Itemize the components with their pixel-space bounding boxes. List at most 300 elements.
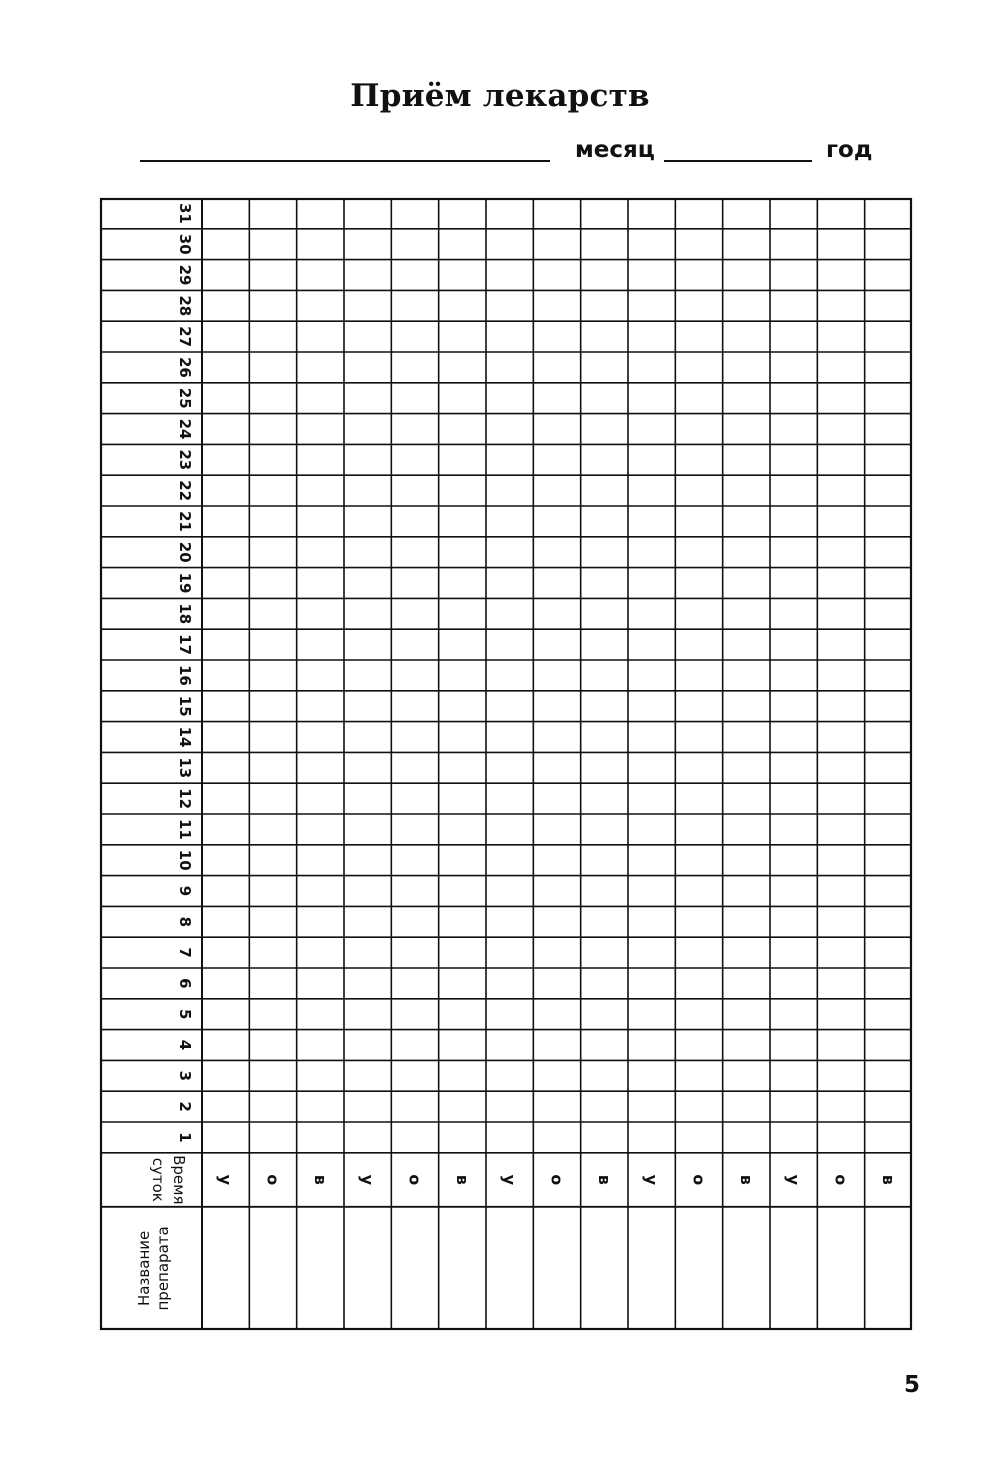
dose-cell[interactable] <box>344 937 391 968</box>
dose-cell[interactable] <box>391 752 438 783</box>
drug-name-cell[interactable] <box>202 1207 249 1330</box>
dose-cell[interactable] <box>297 937 344 968</box>
dose-cell[interactable] <box>817 876 864 907</box>
dose-cell[interactable] <box>439 660 486 691</box>
dose-cell[interactable] <box>770 814 817 845</box>
dose-cell[interactable] <box>723 814 770 845</box>
dose-cell[interactable] <box>628 722 675 753</box>
dose-cell[interactable] <box>770 783 817 814</box>
dose-cell[interactable] <box>817 783 864 814</box>
dose-cell[interactable] <box>202 629 249 660</box>
drug-name-cell[interactable] <box>344 1207 391 1330</box>
dose-cell[interactable] <box>486 444 533 475</box>
dose-cell[interactable] <box>581 506 628 537</box>
dose-cell[interactable] <box>723 229 770 260</box>
dose-cell[interactable] <box>533 814 580 845</box>
dose-cell[interactable] <box>723 876 770 907</box>
dose-cell[interactable] <box>817 1060 864 1091</box>
dose-cell[interactable] <box>344 845 391 876</box>
dose-cell[interactable] <box>486 383 533 414</box>
drug-name-cell[interactable] <box>770 1207 817 1330</box>
dose-cell[interactable] <box>865 660 912 691</box>
dose-cell[interactable] <box>770 321 817 352</box>
dose-cell[interactable] <box>297 1030 344 1061</box>
dose-cell[interactable] <box>675 629 722 660</box>
dose-cell[interactable] <box>297 783 344 814</box>
dose-cell[interactable] <box>344 999 391 1030</box>
dose-cell[interactable] <box>817 352 864 383</box>
dose-cell[interactable] <box>486 660 533 691</box>
dose-cell[interactable] <box>391 537 438 568</box>
dose-cell[interactable] <box>628 906 675 937</box>
dose-cell[interactable] <box>817 229 864 260</box>
dose-cell[interactable] <box>249 383 296 414</box>
dose-cell[interactable] <box>865 414 912 445</box>
dose-cell[interactable] <box>297 660 344 691</box>
dose-cell[interactable] <box>628 198 675 229</box>
dose-cell[interactable] <box>297 352 344 383</box>
dose-cell[interactable] <box>817 814 864 845</box>
dose-cell[interactable] <box>533 660 580 691</box>
dose-cell[interactable] <box>486 1030 533 1061</box>
dose-cell[interactable] <box>533 537 580 568</box>
dose-cell[interactable] <box>675 876 722 907</box>
dose-cell[interactable] <box>344 752 391 783</box>
dose-cell[interactable] <box>533 290 580 321</box>
dose-cell[interactable] <box>628 752 675 783</box>
dose-cell[interactable] <box>770 845 817 876</box>
dose-cell[interactable] <box>439 260 486 291</box>
dose-cell[interactable] <box>391 722 438 753</box>
dose-cell[interactable] <box>865 722 912 753</box>
dose-cell[interactable] <box>581 444 628 475</box>
dose-cell[interactable] <box>770 229 817 260</box>
dose-cell[interactable] <box>202 845 249 876</box>
dose-cell[interactable] <box>817 537 864 568</box>
dose-cell[interactable] <box>344 722 391 753</box>
dose-cell[interactable] <box>770 629 817 660</box>
dose-cell[interactable] <box>533 845 580 876</box>
dose-cell[interactable] <box>486 906 533 937</box>
dose-cell[interactable] <box>723 660 770 691</box>
dose-cell[interactable] <box>581 475 628 506</box>
dose-cell[interactable] <box>249 999 296 1030</box>
dose-cell[interactable] <box>817 1122 864 1153</box>
dose-cell[interactable] <box>817 321 864 352</box>
dose-cell[interactable] <box>344 814 391 845</box>
drug-name-cell[interactable] <box>391 1207 438 1330</box>
drug-name-cell[interactable] <box>486 1207 533 1330</box>
dose-cell[interactable] <box>202 968 249 999</box>
dose-cell[interactable] <box>344 629 391 660</box>
dose-cell[interactable] <box>202 290 249 321</box>
drug-name-cell[interactable] <box>439 1207 486 1330</box>
dose-cell[interactable] <box>770 937 817 968</box>
dose-cell[interactable] <box>817 999 864 1030</box>
dose-cell[interactable] <box>675 568 722 599</box>
drug-name-cell[interactable] <box>865 1207 912 1330</box>
dose-cell[interactable] <box>723 444 770 475</box>
dose-cell[interactable] <box>675 506 722 537</box>
dose-cell[interactable] <box>675 475 722 506</box>
dose-cell[interactable] <box>533 383 580 414</box>
dose-cell[interactable] <box>202 537 249 568</box>
dose-cell[interactable] <box>439 1060 486 1091</box>
dose-cell[interactable] <box>865 691 912 722</box>
dose-cell[interactable] <box>439 814 486 845</box>
dose-cell[interactable] <box>297 506 344 537</box>
dose-cell[interactable] <box>344 414 391 445</box>
dose-cell[interactable] <box>344 691 391 722</box>
dose-cell[interactable] <box>865 321 912 352</box>
dose-cell[interactable] <box>628 260 675 291</box>
dose-cell[interactable] <box>297 475 344 506</box>
dose-cell[interactable] <box>817 198 864 229</box>
dose-cell[interactable] <box>628 290 675 321</box>
dose-cell[interactable] <box>391 937 438 968</box>
dose-cell[interactable] <box>581 321 628 352</box>
dose-cell[interactable] <box>439 691 486 722</box>
dose-cell[interactable] <box>202 260 249 291</box>
dose-cell[interactable] <box>486 506 533 537</box>
dose-cell[interactable] <box>533 722 580 753</box>
dose-cell[interactable] <box>249 444 296 475</box>
dose-cell[interactable] <box>723 1060 770 1091</box>
dose-cell[interactable] <box>249 906 296 937</box>
dose-cell[interactable] <box>202 876 249 907</box>
dose-cell[interactable] <box>533 691 580 722</box>
dose-cell[interactable] <box>486 722 533 753</box>
dose-cell[interactable] <box>297 722 344 753</box>
dose-cell[interactable] <box>249 568 296 599</box>
dose-cell[interactable] <box>486 845 533 876</box>
dose-cell[interactable] <box>249 260 296 291</box>
dose-cell[interactable] <box>202 814 249 845</box>
dose-cell[interactable] <box>344 660 391 691</box>
dose-cell[interactable] <box>202 722 249 753</box>
dose-cell[interactable] <box>344 229 391 260</box>
dose-cell[interactable] <box>628 321 675 352</box>
dose-cell[interactable] <box>439 1030 486 1061</box>
dose-cell[interactable] <box>486 229 533 260</box>
dose-cell[interactable] <box>344 783 391 814</box>
dose-cell[interactable] <box>486 598 533 629</box>
dose-cell[interactable] <box>391 845 438 876</box>
dose-cell[interactable] <box>723 1030 770 1061</box>
dose-cell[interactable] <box>533 783 580 814</box>
dose-cell[interactable] <box>344 1060 391 1091</box>
dose-cell[interactable] <box>297 568 344 599</box>
dose-cell[interactable] <box>865 260 912 291</box>
dose-cell[interactable] <box>723 783 770 814</box>
dose-cell[interactable] <box>581 906 628 937</box>
dose-cell[interactable] <box>628 352 675 383</box>
dose-cell[interactable] <box>628 383 675 414</box>
dose-cell[interactable] <box>533 568 580 599</box>
dose-cell[interactable] <box>533 414 580 445</box>
dose-cell[interactable] <box>344 1030 391 1061</box>
dose-cell[interactable] <box>249 290 296 321</box>
dose-cell[interactable] <box>297 1091 344 1122</box>
dose-cell[interactable] <box>439 290 486 321</box>
dose-cell[interactable] <box>628 1122 675 1153</box>
dose-cell[interactable] <box>865 629 912 660</box>
dose-cell[interactable] <box>344 506 391 537</box>
dose-cell[interactable] <box>675 937 722 968</box>
dose-cell[interactable] <box>817 444 864 475</box>
dose-cell[interactable] <box>533 475 580 506</box>
dose-cell[interactable] <box>628 475 675 506</box>
dose-cell[interactable] <box>391 691 438 722</box>
dose-cell[interactable] <box>817 506 864 537</box>
dose-cell[interactable] <box>628 444 675 475</box>
dose-cell[interactable] <box>202 598 249 629</box>
dose-cell[interactable] <box>770 352 817 383</box>
dose-cell[interactable] <box>581 229 628 260</box>
dose-cell[interactable] <box>486 198 533 229</box>
dose-cell[interactable] <box>297 444 344 475</box>
dose-cell[interactable] <box>817 691 864 722</box>
dose-cell[interactable] <box>865 845 912 876</box>
dose-cell[interactable] <box>723 352 770 383</box>
dose-cell[interactable] <box>439 783 486 814</box>
dose-cell[interactable] <box>249 629 296 660</box>
dose-cell[interactable] <box>391 352 438 383</box>
dose-cell[interactable] <box>249 198 296 229</box>
dose-cell[interactable] <box>723 260 770 291</box>
dose-cell[interactable] <box>249 229 296 260</box>
dose-cell[interactable] <box>723 198 770 229</box>
dose-cell[interactable] <box>202 660 249 691</box>
dose-cell[interactable] <box>865 444 912 475</box>
dose-cell[interactable] <box>486 352 533 383</box>
dose-cell[interactable] <box>391 475 438 506</box>
dose-cell[interactable] <box>486 783 533 814</box>
dose-cell[interactable] <box>202 691 249 722</box>
dose-cell[interactable] <box>817 660 864 691</box>
drug-name-cell[interactable] <box>297 1207 344 1330</box>
dose-cell[interactable] <box>723 568 770 599</box>
dose-cell[interactable] <box>249 660 296 691</box>
dose-cell[interactable] <box>675 752 722 783</box>
dose-cell[interactable] <box>723 1091 770 1122</box>
dose-cell[interactable] <box>770 568 817 599</box>
dose-cell[interactable] <box>249 752 296 783</box>
dose-cell[interactable] <box>581 814 628 845</box>
dose-cell[interactable] <box>439 722 486 753</box>
drug-name-cell[interactable] <box>675 1207 722 1330</box>
dose-cell[interactable] <box>533 968 580 999</box>
dose-cell[interactable] <box>628 1060 675 1091</box>
dose-cell[interactable] <box>675 691 722 722</box>
dose-cell[interactable] <box>439 352 486 383</box>
dose-cell[interactable] <box>297 906 344 937</box>
dose-cell[interactable] <box>533 937 580 968</box>
dose-cell[interactable] <box>770 722 817 753</box>
dose-cell[interactable] <box>865 937 912 968</box>
dose-cell[interactable] <box>581 568 628 599</box>
dose-cell[interactable] <box>770 598 817 629</box>
dose-cell[interactable] <box>865 1060 912 1091</box>
dose-cell[interactable] <box>391 999 438 1030</box>
dose-cell[interactable] <box>344 321 391 352</box>
dose-cell[interactable] <box>628 783 675 814</box>
dose-cell[interactable] <box>628 968 675 999</box>
dose-cell[interactable] <box>486 475 533 506</box>
dose-cell[interactable] <box>865 568 912 599</box>
dose-cell[interactable] <box>297 845 344 876</box>
dose-cell[interactable] <box>723 475 770 506</box>
dose-cell[interactable] <box>533 876 580 907</box>
dose-cell[interactable] <box>581 198 628 229</box>
dose-cell[interactable] <box>628 506 675 537</box>
dose-cell[interactable] <box>391 598 438 629</box>
dose-cell[interactable] <box>675 229 722 260</box>
dose-cell[interactable] <box>486 1091 533 1122</box>
dose-cell[interactable] <box>770 999 817 1030</box>
dose-cell[interactable] <box>202 999 249 1030</box>
dose-cell[interactable] <box>297 260 344 291</box>
dose-cell[interactable] <box>439 568 486 599</box>
dose-cell[interactable] <box>770 537 817 568</box>
dose-cell[interactable] <box>723 1122 770 1153</box>
dose-cell[interactable] <box>723 537 770 568</box>
dose-cell[interactable] <box>344 260 391 291</box>
dose-cell[interactable] <box>533 229 580 260</box>
dose-cell[interactable] <box>817 290 864 321</box>
dose-cell[interactable] <box>486 1060 533 1091</box>
dose-cell[interactable] <box>581 691 628 722</box>
dose-cell[interactable] <box>723 968 770 999</box>
dose-cell[interactable] <box>533 1091 580 1122</box>
dose-cell[interactable] <box>865 290 912 321</box>
dose-cell[interactable] <box>770 1030 817 1061</box>
dose-cell[interactable] <box>344 968 391 999</box>
dose-cell[interactable] <box>581 1060 628 1091</box>
dose-cell[interactable] <box>344 598 391 629</box>
dose-cell[interactable] <box>439 876 486 907</box>
dose-cell[interactable] <box>628 1091 675 1122</box>
dose-cell[interactable] <box>297 229 344 260</box>
dose-cell[interactable] <box>770 444 817 475</box>
dose-cell[interactable] <box>533 352 580 383</box>
dose-cell[interactable] <box>770 906 817 937</box>
dose-cell[interactable] <box>533 1122 580 1153</box>
dose-cell[interactable] <box>770 475 817 506</box>
dose-cell[interactable] <box>297 537 344 568</box>
dose-cell[interactable] <box>675 383 722 414</box>
dose-cell[interactable] <box>675 352 722 383</box>
dose-cell[interactable] <box>391 506 438 537</box>
dose-cell[interactable] <box>202 444 249 475</box>
dose-cell[interactable] <box>486 629 533 660</box>
dose-cell[interactable] <box>391 290 438 321</box>
dose-cell[interactable] <box>817 383 864 414</box>
dose-cell[interactable] <box>202 1030 249 1061</box>
dose-cell[interactable] <box>202 783 249 814</box>
dose-cell[interactable] <box>439 414 486 445</box>
dose-cell[interactable] <box>533 506 580 537</box>
dose-cell[interactable] <box>628 876 675 907</box>
dose-cell[interactable] <box>249 506 296 537</box>
dose-cell[interactable] <box>770 1060 817 1091</box>
dose-cell[interactable] <box>202 752 249 783</box>
dose-cell[interactable] <box>723 629 770 660</box>
dose-cell[interactable] <box>391 444 438 475</box>
dose-cell[interactable] <box>581 352 628 383</box>
dose-cell[interactable] <box>249 537 296 568</box>
dose-cell[interactable] <box>344 537 391 568</box>
dose-cell[interactable] <box>391 629 438 660</box>
dose-cell[interactable] <box>391 814 438 845</box>
dose-cell[interactable] <box>675 722 722 753</box>
dose-cell[interactable] <box>865 1030 912 1061</box>
dose-cell[interactable] <box>723 752 770 783</box>
dose-cell[interactable] <box>439 198 486 229</box>
dose-cell[interactable] <box>439 1122 486 1153</box>
dose-cell[interactable] <box>202 1060 249 1091</box>
dose-cell[interactable] <box>391 1122 438 1153</box>
dose-cell[interactable] <box>249 321 296 352</box>
dose-cell[interactable] <box>202 352 249 383</box>
dose-cell[interactable] <box>581 1091 628 1122</box>
dose-cell[interactable] <box>202 229 249 260</box>
dose-cell[interactable] <box>391 660 438 691</box>
dose-cell[interactable] <box>439 229 486 260</box>
dose-cell[interactable] <box>817 568 864 599</box>
dose-cell[interactable] <box>770 1122 817 1153</box>
dose-cell[interactable] <box>581 999 628 1030</box>
dose-cell[interactable] <box>202 414 249 445</box>
drug-name-cell[interactable] <box>581 1207 628 1330</box>
dose-cell[interactable] <box>439 444 486 475</box>
dose-cell[interactable] <box>770 383 817 414</box>
dose-cell[interactable] <box>865 814 912 845</box>
dose-cell[interactable] <box>817 752 864 783</box>
dose-cell[interactable] <box>581 260 628 291</box>
dose-cell[interactable] <box>439 598 486 629</box>
dose-cell[interactable] <box>344 198 391 229</box>
dose-cell[interactable] <box>628 1030 675 1061</box>
dose-cell[interactable] <box>865 968 912 999</box>
dose-cell[interactable] <box>297 691 344 722</box>
dose-cell[interactable] <box>628 660 675 691</box>
dose-cell[interactable] <box>865 1122 912 1153</box>
dose-cell[interactable] <box>202 198 249 229</box>
dose-cell[interactable] <box>723 937 770 968</box>
dose-cell[interactable] <box>249 1060 296 1091</box>
dose-cell[interactable] <box>581 629 628 660</box>
dose-cell[interactable] <box>675 260 722 291</box>
dose-cell[interactable] <box>486 568 533 599</box>
dose-cell[interactable] <box>391 321 438 352</box>
dose-cell[interactable] <box>533 1030 580 1061</box>
dose-cell[interactable] <box>533 752 580 783</box>
dose-cell[interactable] <box>770 414 817 445</box>
dose-cell[interactable] <box>439 321 486 352</box>
dose-cell[interactable] <box>723 691 770 722</box>
dose-cell[interactable] <box>249 722 296 753</box>
dose-cell[interactable] <box>770 1091 817 1122</box>
dose-cell[interactable] <box>439 475 486 506</box>
dose-cell[interactable] <box>249 814 296 845</box>
dose-cell[interactable] <box>439 999 486 1030</box>
dose-cell[interactable] <box>865 506 912 537</box>
dose-cell[interactable] <box>628 999 675 1030</box>
dose-cell[interactable] <box>770 968 817 999</box>
dose-cell[interactable] <box>628 229 675 260</box>
dose-cell[interactable] <box>675 198 722 229</box>
